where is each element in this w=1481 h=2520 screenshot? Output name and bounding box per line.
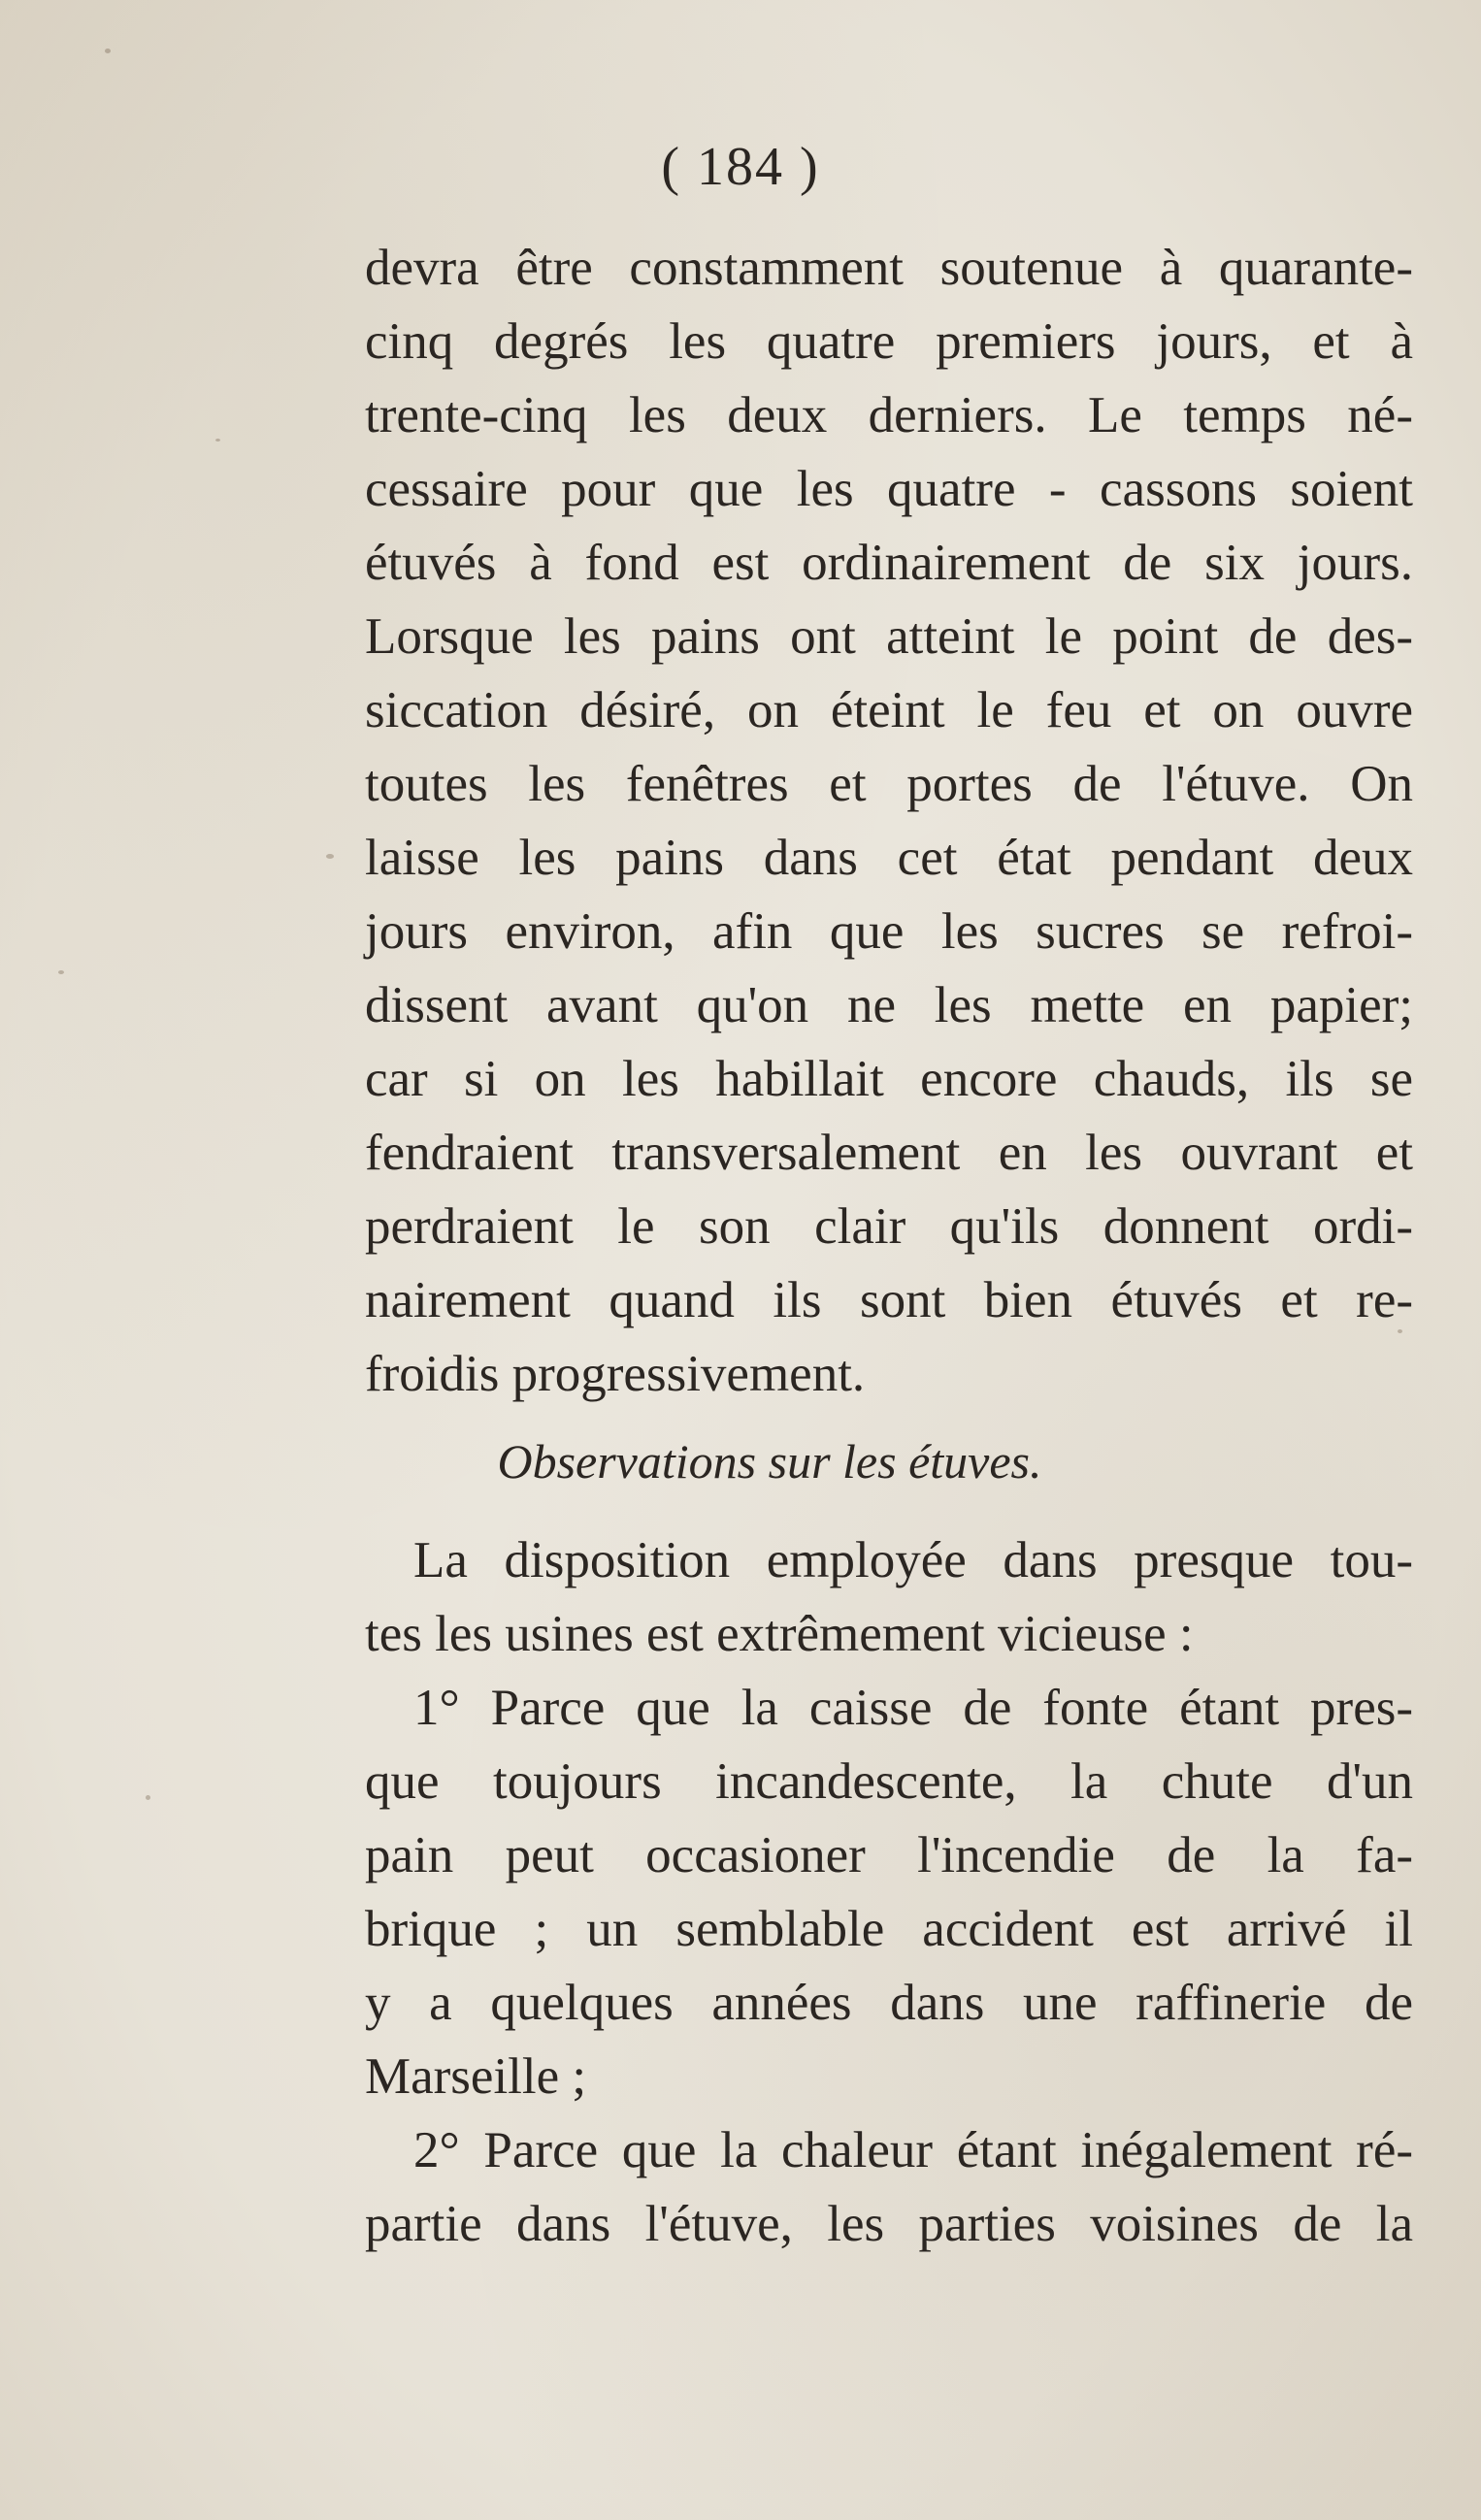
paper-speck bbox=[146, 1795, 150, 1800]
text-line: dissent avant qu'on ne les mette en papier; bbox=[365, 977, 1413, 1033]
paragraph-reason-1 bbox=[365, 1671, 1413, 2113]
text-line: 1° Parce que la caisse de fonte étant pres- bbox=[413, 1680, 1413, 1736]
paragraph-disposition bbox=[365, 1523, 1413, 1671]
text-line: partie dans l'étuve, les parties voisines de la bbox=[365, 2196, 1413, 2252]
text-line: jours environ, afin que les sucres se refroi- bbox=[365, 903, 1413, 960]
text-line: perdraient le son clair qu'ils donnent ordi- bbox=[365, 1198, 1413, 1255]
text-line: cinq degrés les quatre premiers jours, et à bbox=[365, 313, 1413, 370]
page-number: ( 184 ) bbox=[661, 137, 820, 197]
paragraph-drying-process bbox=[365, 231, 1413, 1411]
text-line: tes les usines est extrêmement vicieuse : bbox=[365, 1606, 1194, 1662]
text-line: 2° Parce que la chaleur étant inégalement ré- bbox=[413, 2122, 1413, 2178]
paper-speck bbox=[58, 970, 64, 974]
text-line: laisse les pains dans cet état pendant deux bbox=[365, 830, 1413, 886]
text-line: cessaire pour que les quatre - cassons soient bbox=[365, 461, 1413, 517]
paper-speck bbox=[105, 49, 111, 53]
section-heading: Observations sur les étuves. bbox=[497, 1434, 1042, 1489]
text-line: Lorsque les pains ont atteint le point de des- bbox=[365, 608, 1413, 665]
text-line: nairement quand ils sont bien étuvés et re- bbox=[365, 1272, 1413, 1328]
text-line: La disposition employée dans presque tou- bbox=[413, 1532, 1413, 1588]
text-line: fendraient transversalement en les ouvrant et bbox=[365, 1125, 1413, 1181]
paragraph-reason-2 bbox=[365, 2113, 1413, 2261]
text-line: Marseille ; bbox=[365, 2048, 587, 2105]
text-line: pain peut occasioner l'incendie de la fa- bbox=[365, 1827, 1413, 1883]
text-line: car si on les habillait encore chauds, ils se bbox=[365, 1051, 1413, 1107]
text-line: toutes les fenêtres et portes de l'étuve. On bbox=[365, 756, 1413, 812]
text-line: froidis progressivement. bbox=[365, 1346, 866, 1402]
text-line: y a quelques années dans une raffinerie de bbox=[365, 1975, 1413, 2031]
text-line: brique ; un semblable accident est arrivé il bbox=[365, 1901, 1413, 1957]
paper-speck bbox=[215, 439, 220, 442]
text-line: étuvés à fond est ordinairement de six jours. bbox=[365, 535, 1413, 591]
observations-body bbox=[365, 1523, 1413, 2261]
paper-speck bbox=[326, 854, 334, 859]
text-line: trente-cinq les deux derniers. Le temps né- bbox=[365, 387, 1413, 443]
text-line: siccation désiré, on éteint le feu et on ouvre bbox=[365, 682, 1413, 738]
text-line: que toujours incandescente, la chute d'un bbox=[365, 1753, 1413, 1810]
text-line: devra être constamment soutenue à quarante- bbox=[365, 240, 1413, 296]
